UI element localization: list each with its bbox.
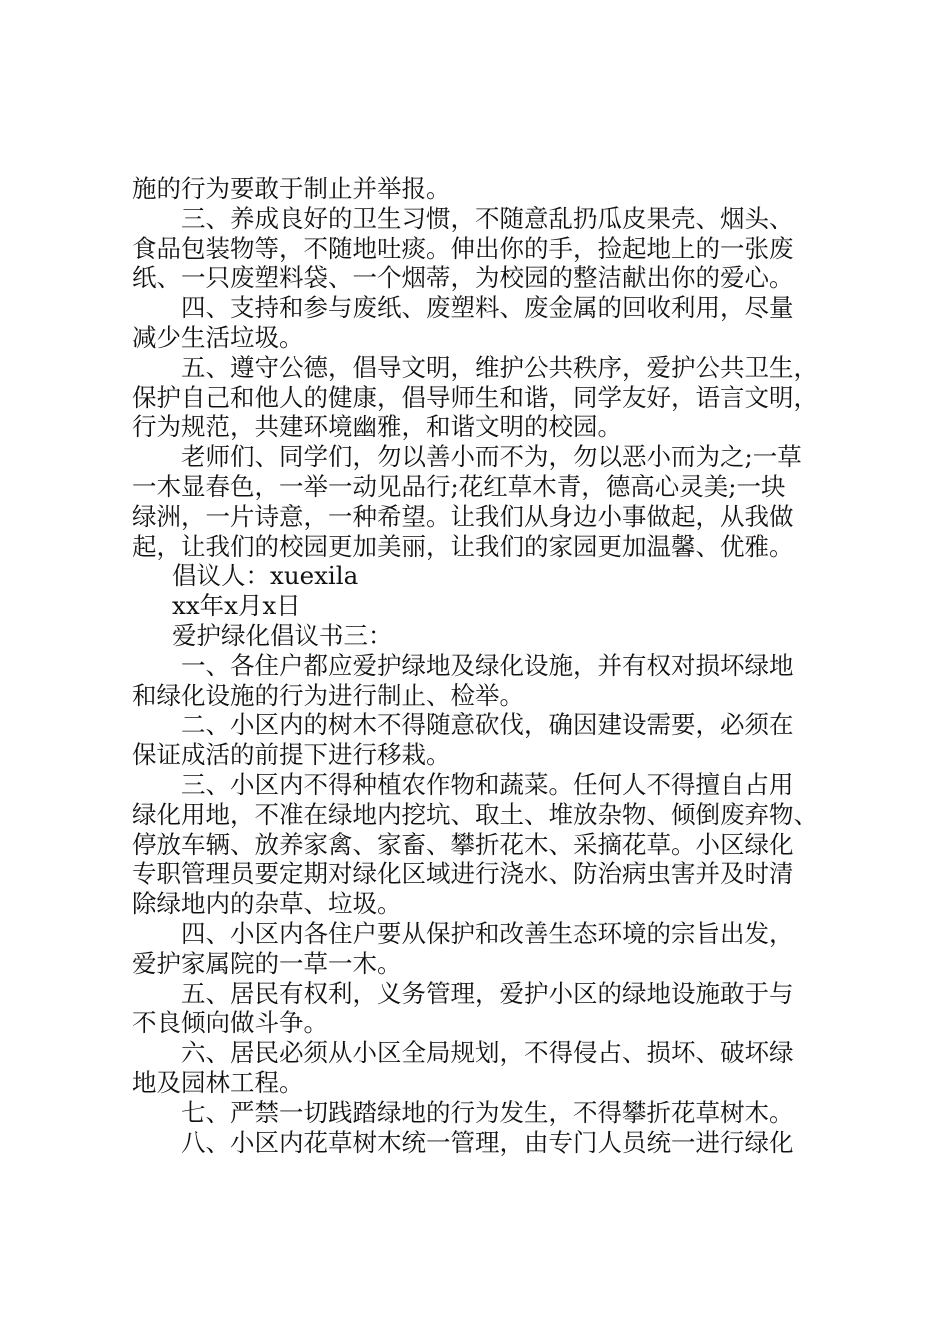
- text-line: 专职管理员要定期对绿化区域进行浇水、防治病虫害并及时清: [132, 859, 794, 889]
- text-line: 爱护绿化倡议书三：: [172, 620, 393, 650]
- text-line: 食品包装物等，不随地吐痰。伸出你的手，捡起地上的一张废: [132, 233, 794, 263]
- text-line: 四、小区内各住户要从保护和改善生态环境的宗旨出发，: [181, 918, 794, 948]
- text-line: 行为规范，共建环境幽雅，和谐文明的校园。: [132, 412, 622, 442]
- text-line: 地及园林工程。: [132, 1067, 304, 1097]
- text-line: 纸、一只废塑料袋、一个烟蒂，为校园的整洁献出你的爱心。: [132, 263, 794, 293]
- text-line: 爱护家属院的一草一木。: [132, 948, 402, 978]
- text-line: 绿洲，一片诗意，一种希望。让我们从身边小事做起，从我做: [132, 501, 794, 531]
- text-line: 和绿化设施的行为进行制止、检举。: [132, 680, 524, 710]
- text-line: 三、小区内不得种植农作物和蔬菜。任何人不得擅自占用: [181, 769, 794, 799]
- text-line: 施的行为要敢于制止并举报。: [132, 174, 451, 203]
- text-line: 一木显春色，一举一动见品行;花红草木青，德高心灵美;一块: [132, 471, 786, 501]
- text-line: xx年x月x日: [172, 591, 301, 621]
- text-line: 八、小区内花草树木统一管理，由专门人员统一进行绿化: [181, 1127, 794, 1157]
- text-line: 六、居民必须从小区全局规划，不得侵占、损坏、破坏绿: [181, 1038, 794, 1068]
- text-line: 五、遵守公德，倡导文明，维护公共秩序，爱护公共卫生，: [181, 352, 818, 382]
- text-line: 七、严禁一切践踏绿地的行为发生，不得攀折花草树木。: [181, 1097, 794, 1127]
- text-line: 减少生活垃圾。: [132, 322, 304, 352]
- text-line: 起，让我们的校园更加美丽，让我们的家园更加温馨、优雅。: [132, 531, 794, 561]
- text-line: 除绿地内的杂草、垃圾。: [132, 889, 402, 919]
- text-line: 五、居民有权利，义务管理，爱护小区的绿地设施敢于与: [181, 978, 794, 1008]
- document-body: [132, 174, 832, 1157]
- text-line: 倡议人：xuexila: [172, 561, 359, 591]
- text-line: 二、小区内的树木不得随意砍伐，确因建设需要，必须在: [181, 710, 794, 740]
- text-line: 绿化用地，不准在绿地内挖坑、取土、堆放杂物、倾倒废弃物、: [132, 799, 818, 829]
- text-line: 老师们、同学们，勿以善小而不为，勿以恶小而为之;一草: [181, 442, 802, 472]
- text-line: 一、各住户都应爱护绿地及绿化设施，并有权对损坏绿地: [181, 650, 794, 680]
- text-line: 停放车辆、放养家禽、家畜、攀折花木、采摘花草。小区绿化: [132, 829, 794, 859]
- text-line: 保证成活的前提下进行移栽。: [132, 740, 451, 770]
- text-line: 四、支持和参与废纸、废塑料、废金属的回收利用，尽量: [181, 293, 794, 323]
- text-line: 不良倾向做斗争。: [132, 1008, 328, 1038]
- text-line: 保护自己和他人的健康，倡导师生和谐，同学友好，语言文明，: [132, 382, 818, 412]
- text-line: 三、养成良好的卫生习惯，不随意乱扔瓜皮果壳、烟头、: [181, 203, 794, 233]
